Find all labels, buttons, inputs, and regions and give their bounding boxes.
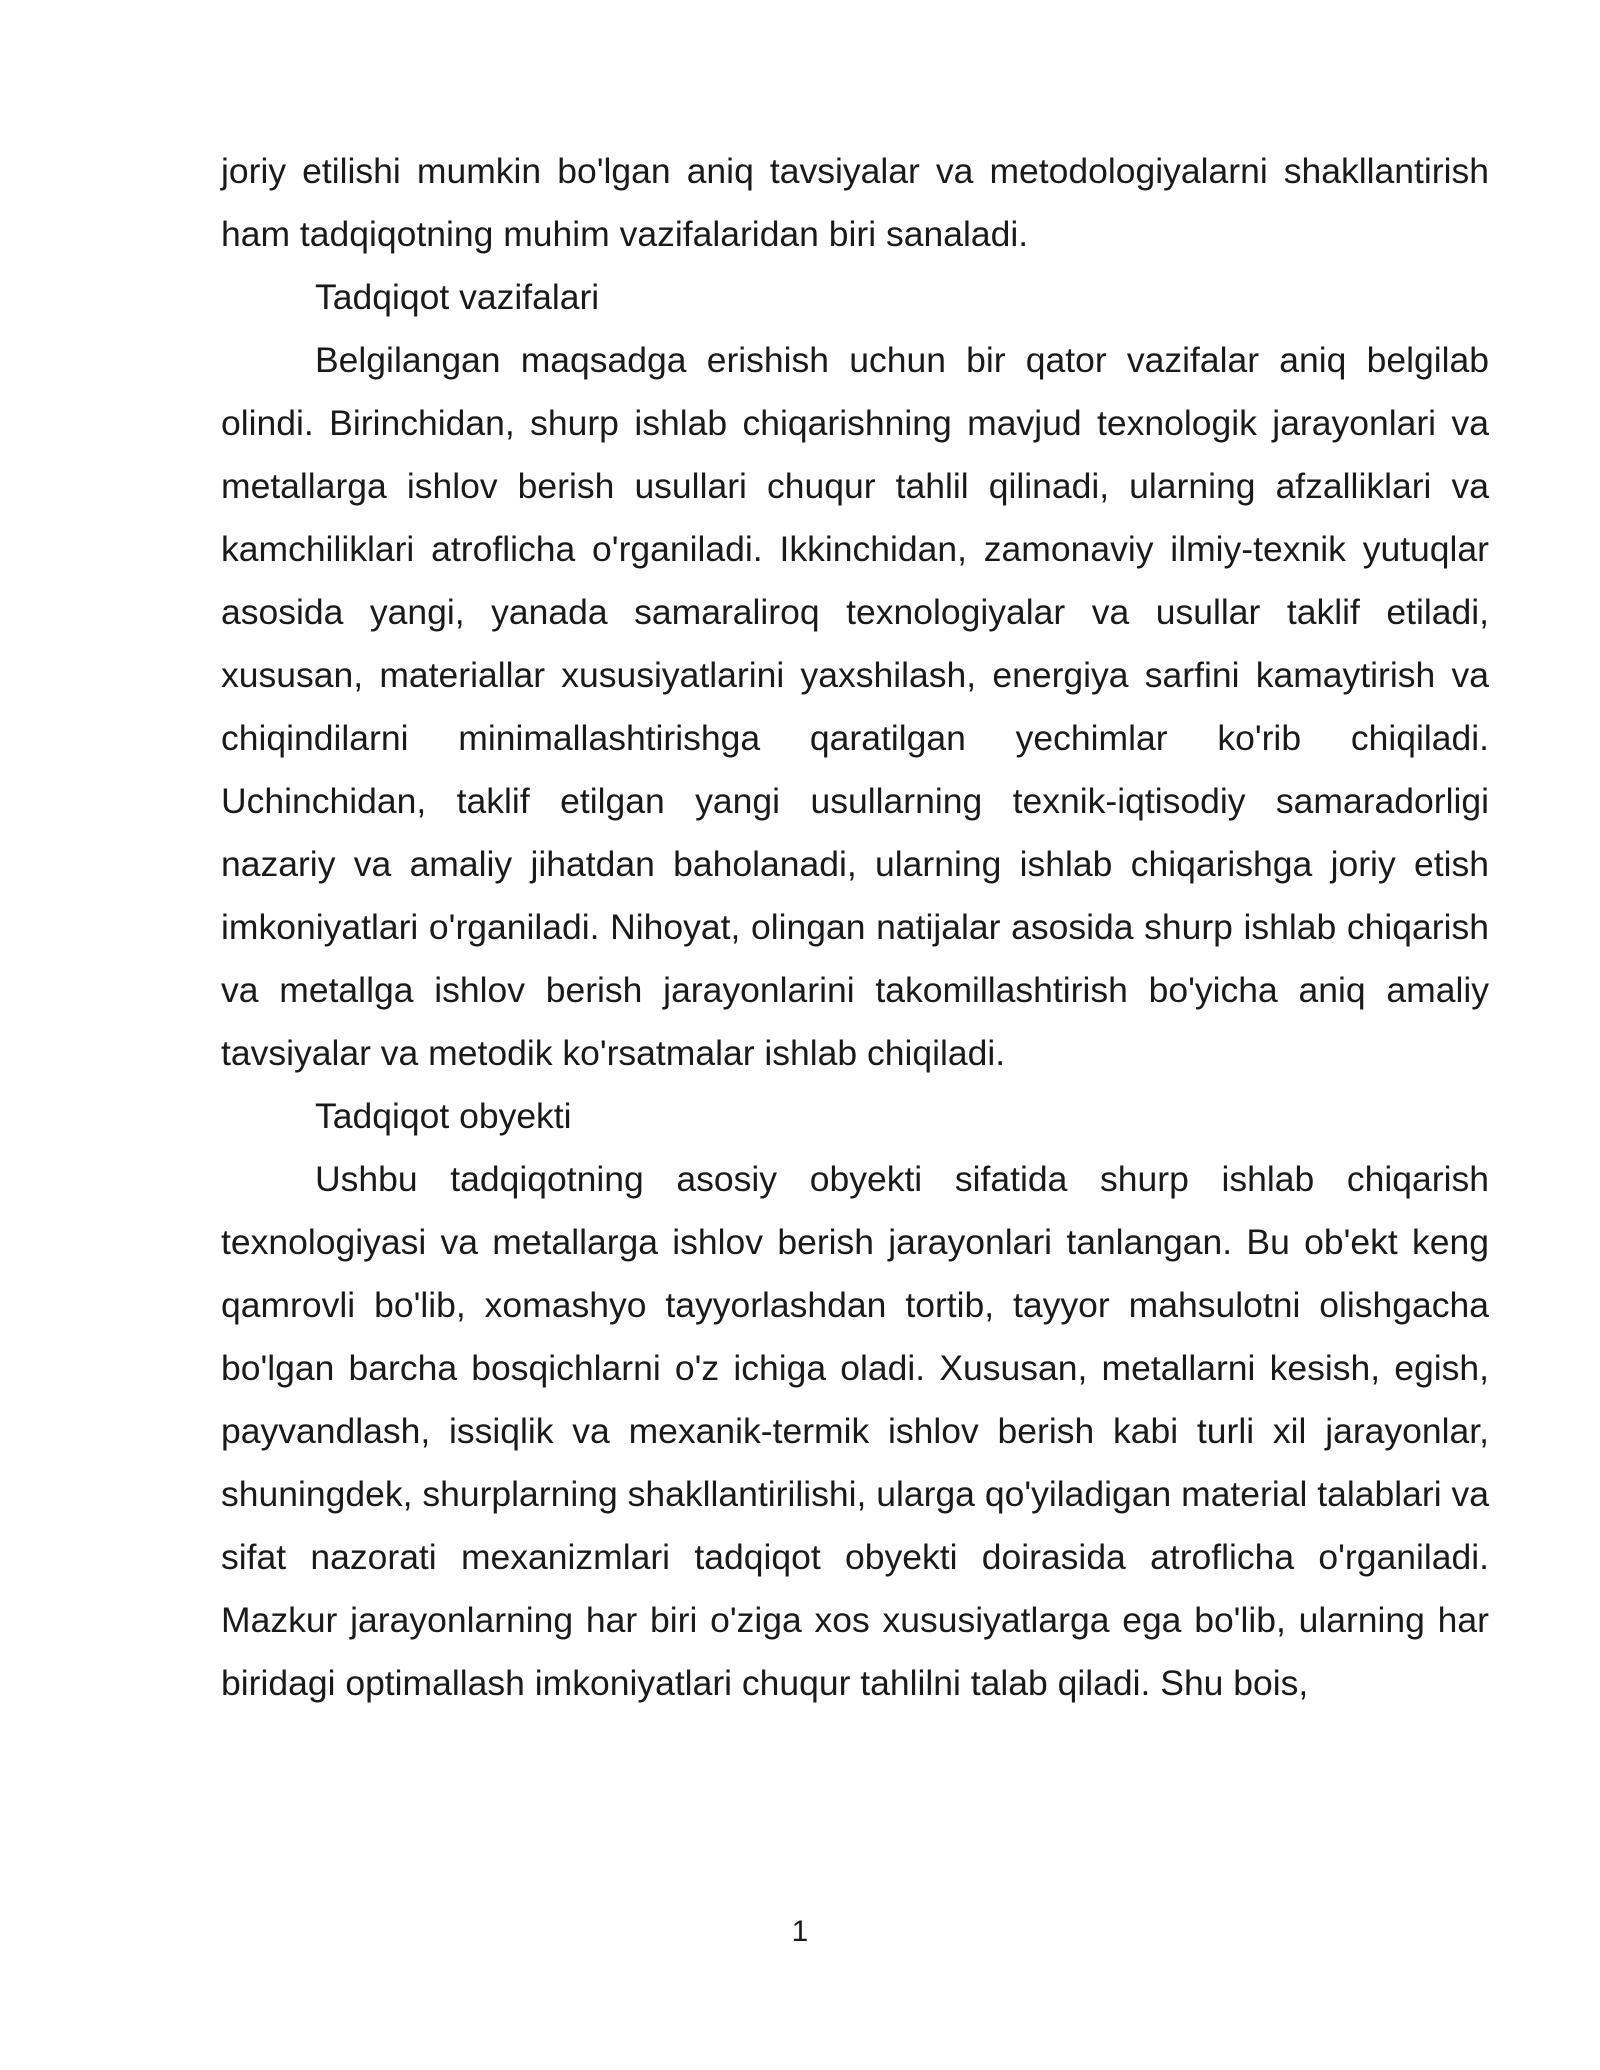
section-heading-vazifalari: Tadqiqot vazifalari <box>315 277 600 317</box>
page-body <box>221 140 1489 1715</box>
paragraph-continuation: joriy etilishi mumkin bo'lgan aniq tavsiyalar va metodologiyalarni shakllantirish ham tadqiqotning muhim vazifalaridan biri sanaladi. <box>221 151 1489 254</box>
section-heading-obyekti: Tadqiqot obyekti <box>315 1096 572 1136</box>
paragraph-obyekti-body: Ushbu tadqiqotning asosiy obyekti sifatida shurp ishlab chiqarish texnologiyasi va metallarga ishlov berish jarayonlari tanlangan. Bu ob'ekt keng qamrovli bo'lib, xomashyo tayyorlashdan tortib, tayyor mahsulotni olishgacha bo'lgan barcha bosqichlarni o'z ichiga oladi. Xususan, metallarni kesish, egish, payvandlash, issiqlik va mexanik-termik ishlov berish kabi turli xil jarayonlar, shuningdek, shurplarning shakllantirilishi, ularga qo'yiladigan material talablari va sifat nazorati mexanizmlari tadqiqot obyekti doirasida atroflicha o'rganiladi. Mazkur jarayonlarning har biri o'ziga xos xususiyatlarga ega bo'lib, ularning har biridagi optimallash imkoniyatlari chuqur tahlilni talab qiladi. Shu bois, <box>221 1159 1489 1703</box>
page-number: 1 <box>791 1915 809 1948</box>
paragraph-vazifalari-body: Belgilangan maqsadga erishish uchun bir qator vazifalar aniq belgilab olindi. Birinchidan, shurp ishlab chiqarishning mavjud texnologik jarayonlari va metallarga ishlov berish usullari chuqur tahlil qilinadi, ularning afzalliklari va kamchiliklari atroflicha o'rganiladi. Ikkinchidan, zamonaviy ilmiy-texnik yutuqlar asosida yangi, yanada samaraliroq texnologiyalar va usullar taklif etiladi, xususan, materiallar xususiyatlarini yaxshilash, energiya sarfini kamaytirish va chiqindilarni minimallashtirishga qaratilgan yechimlar ko'rib chiqiladi. Uchinchidan, taklif etilgan yangi usullarning texnik-iqtisodiy samaradorligi nazariy va amaliy jihatdan baholanadi, ularning ishlab chiqarishga joriy etish imkoniyatlari o'rganiladi. Nihoyat, olingan natijalar asosida shurp ishlab chiqarish va metallga ishlov berish jarayonlarini takomillashtirish bo'yicha aniq amaliy tavsiyalar va metodik ko'rsatmalar ishlab chiqiladi. <box>221 340 1489 1073</box>
